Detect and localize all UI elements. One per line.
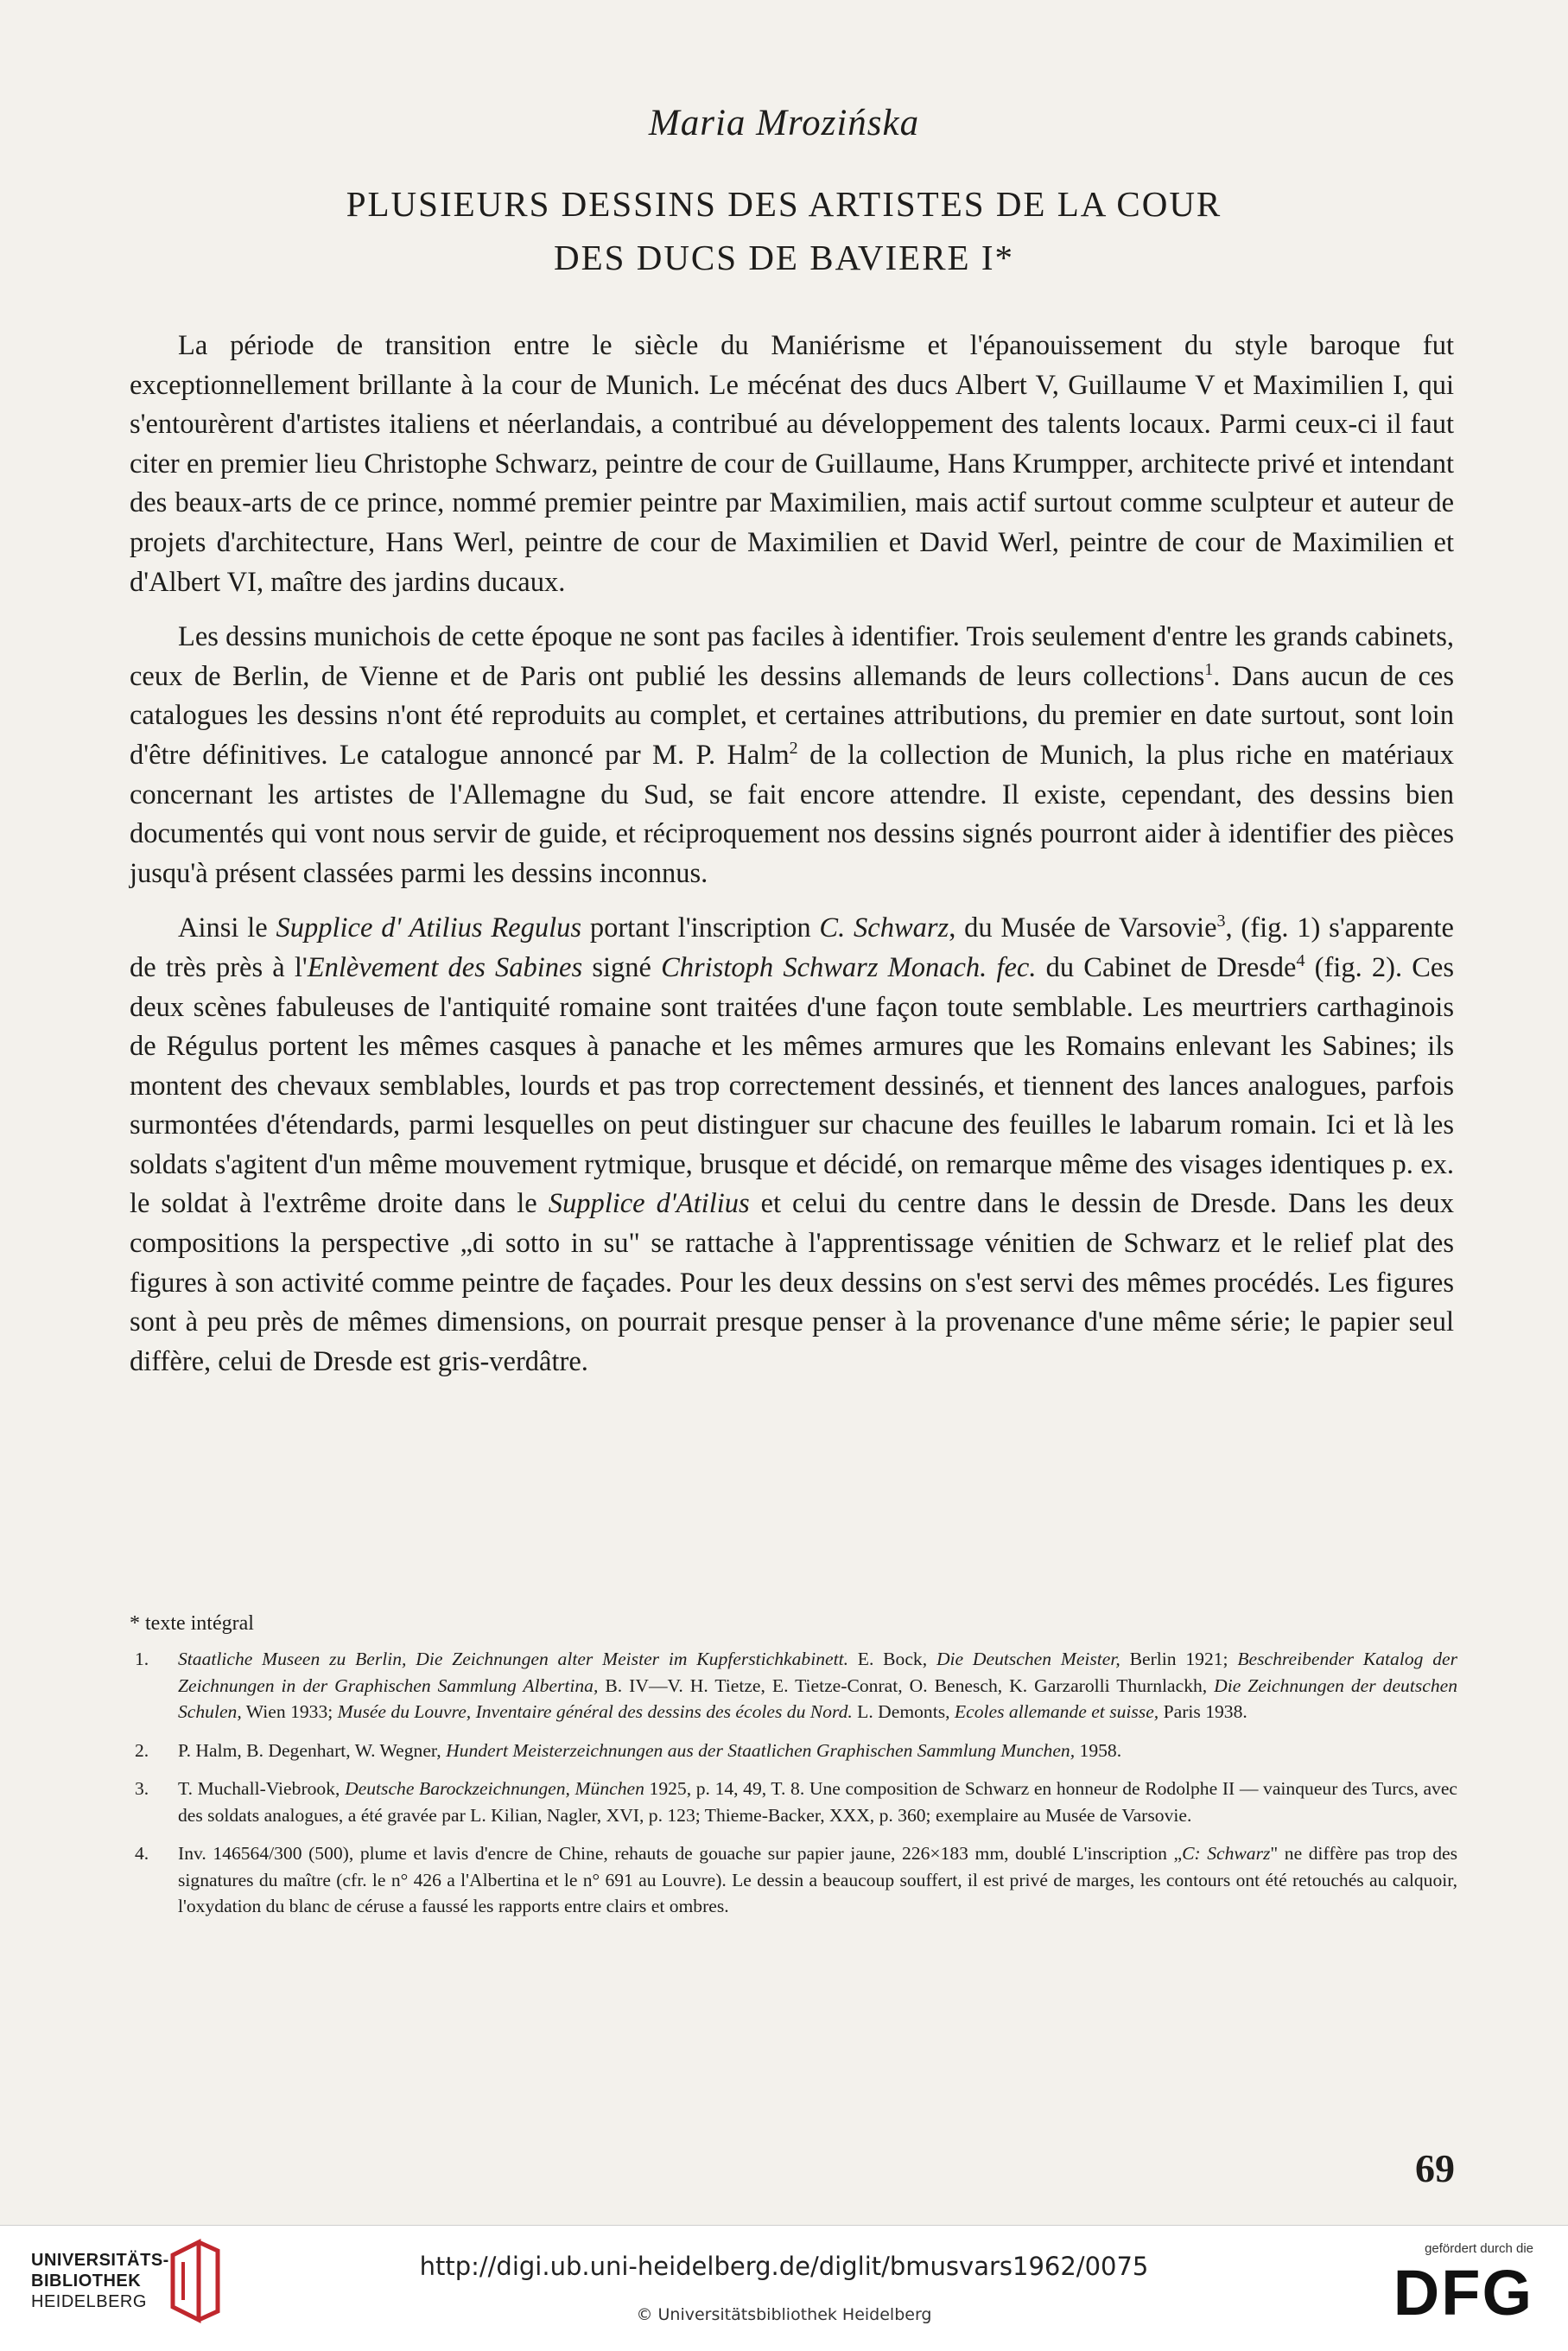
paragraph-2-text-a: Les dessins munichois de cette époque ne sont pas faciles à identifier. Trois seulement d'entre les grands cabinets, ceux de Berlin, de Vienne et de Paris ont publié les dessins allemands de leurs collections xyxy=(130,621,1454,692)
paragraph-2-text-b: . Dans aucun de ces catalogues les dessins n'ont été reproduits au complet, et certaines attributions, du premier en date surtout, sont loin d'être définitives. Le catalogue annoncé par M. P. Halm xyxy=(130,660,1454,771)
artwork-title-2: Enlèvement des Sabines xyxy=(307,951,583,983)
paragraph-2 xyxy=(130,618,1454,893)
footnote-ref-4: 4 xyxy=(1296,951,1305,971)
footnote-2 xyxy=(130,1738,1457,1764)
library-name-line-2: BIBLIOTHEK xyxy=(31,2272,142,2291)
paragraph-3-text-e: signé xyxy=(582,951,662,983)
digitization-footer xyxy=(0,2225,1568,2351)
paragraph-3-text-c: , du Musée de Varsovie xyxy=(949,912,1217,944)
title-line-1: PLUSIEURS DESSINS DES ARTISTES DE LA COUR xyxy=(346,184,1222,224)
funding-note: gefördert durch die xyxy=(1425,2241,1533,2256)
footnote-3-text-2: 1925, p. 14, 49, T. 8. Une composition de Schwarz en honneur de Rodolphe II — vainqueur des Turcs, avec des soldats analogues, a été gravée par L. Kilian, Nagler, XVI, p. 123; Thieme-Backer, XXX, p. 360; exemplaire au Musée de Varsovie. xyxy=(178,1778,1458,1826)
footnote-2-italic-1: Hundert Meisterzeichnungen aus der Staatlichen Graphischen Sammlung Munchen, xyxy=(446,1739,1076,1761)
footnote-ref-3: 3 xyxy=(1216,912,1226,931)
footnote-1-italic-3: Beschreibender Katalog der Zeichnungen in der Graphischen Sammlung Albertina, xyxy=(178,1649,1458,1696)
title-line-2: DES DUCS DE BAVIERE I* xyxy=(554,238,1014,277)
footnote-4-text-2: " ne diffère pas trop des signatures du maître (cfr. le n° 426 a l'Albertina et le n° 691 au Louvre). Le dessin a beaucoup souffert, il est privé de marges, les contours ont été retouchés au calquoir, l'oxydation du blanc de céruse a faussé les rapports entre clairs et ombres. xyxy=(178,1843,1457,1916)
paragraph-3-text-g: (fig. 2). Ces deux scènes fabuleuses de l'antiquité romaine sont traitées d'une façon toute semblable. Les meurtriers carthaginois de Régulus portent les mêmes casques à panache et les mêmes armures que les Romains enlevant les Sabines; ils montent des chevaux semblables, lourds et pas trop correctement dessinés, et tiennent des lances analogues, parfois surmontées d'étendards, parmi lesquelles on peut distinguer sur chacune des feuilles le labarum romain. Ici et là les soldats s'agitent d'un même mouvement rytmique, brusque et décidé, on remarque même des visages identiques p. ex. le soldat à l'extrême droite dans le xyxy=(130,951,1454,1220)
footnote-4-italic-1: C: Schwarz xyxy=(1182,1843,1271,1864)
article-body xyxy=(130,327,1454,1397)
paragraph-3-text-a: Ainsi le xyxy=(178,912,276,944)
page-number: 69 xyxy=(1415,2146,1455,2190)
footnote-1-text-3: B. IV—V. H. Tietze, E. Tietze-Conrat, O. Benesch, K. Garzarolli Thurnlackh, xyxy=(598,1674,1215,1696)
paragraph-3-text-b: portant l'inscription xyxy=(581,912,820,944)
author-name: Maria Mrozińska xyxy=(648,103,920,143)
footnote-1-text-5: L. Demonts, xyxy=(852,1701,955,1722)
paragraph-2-text-c: de la collection de Munich, la plus riche en matériaux concernant les artistes de l'Allemagne du Sud, se fait encore attendre. Il existe, cependant, des dessins bien documentés qui vont nous servir de guide, et réciproquement nos dessins signés pourront aider à identifier des pièces jusqu'à présent classées parmi les dessins inconnus. xyxy=(130,739,1454,889)
footnote-4 xyxy=(130,1840,1457,1920)
paragraph-3 xyxy=(130,909,1454,1382)
footnote-number: 2. xyxy=(135,1739,149,1761)
paragraph-3-text-f: du Cabinet de Dresde xyxy=(1036,951,1297,983)
footnote-star: * texte intégral xyxy=(130,1612,254,1635)
footnote-3 xyxy=(130,1776,1457,1828)
footnotes xyxy=(130,1646,1457,1932)
paragraph-3-text-d: , (fig. 1) s'apparente de très près à l' xyxy=(130,912,1454,983)
footnote-1-text-6: Paris 1938. xyxy=(1159,1701,1247,1722)
footnote-3-italic-1: Deutsche Barockzeichnungen, München xyxy=(345,1778,644,1799)
article-title xyxy=(0,177,1568,284)
copyright-notice: © Universitätsbibliothek Heidelberg xyxy=(636,2305,932,2324)
signature-text: Christoph Schwarz Monach. fec. xyxy=(661,951,1037,983)
footnote-1-italic-5: Musée du Louvre, Inventaire général des dessins des écoles du Nord. xyxy=(337,1701,853,1722)
footnote-2-text-2: 1958. xyxy=(1075,1739,1122,1761)
footnote-3-text-1: T. Muchall-Viebrook, xyxy=(178,1778,346,1799)
footnote-1-italic-1: Staatliche Museen zu Berlin, Die Zeichnungen alter Meister im Kupferstichkabinett. xyxy=(178,1649,848,1669)
footnote-1-italic-4: Die Zeichnungen der deutschen Schulen, xyxy=(178,1674,1457,1722)
footnote-1-text-4: Wien 1933; xyxy=(241,1701,338,1722)
footnote-ref-1: 1 xyxy=(1204,659,1214,679)
paragraph-3-text-h: et celui du centre dans le dessin de Dresde. Dans les deux compositions la perspective „di sotto in su" se rattache à l'apprentissage vénitien de Schwarz et le relief plat des figures à son activité comme peintre de façades. Pour les deux dessins on s'est servi des mêmes procédés. Les figures sont à peu près de mêmes dimensions, on pourrait presque penser à la provenance d'une même série; le papier seul diffère, celui de Dresde est gris-verdâtre. xyxy=(130,1188,1454,1377)
footnote-number: 3. xyxy=(135,1778,149,1799)
footnote-number: 4. xyxy=(135,1843,149,1864)
artwork-title-3: Supplice d'Atilius xyxy=(548,1188,750,1220)
library-name-line-1: UNIVERSITÄTS- xyxy=(31,2251,169,2270)
footnote-1 xyxy=(130,1646,1457,1725)
footnote-ref-2: 2 xyxy=(789,739,798,759)
footnote-1-italic-6: Ecoles allemande et suisse, xyxy=(954,1701,1159,1722)
footnote-1-text-1: E. Bock, xyxy=(847,1649,936,1669)
dfg-logo: DFG xyxy=(1393,2257,1533,2329)
footnote-1-text-2: Berlin 1921; xyxy=(1120,1649,1238,1669)
footnote-4-text-1: Inv. 146564/300 (500), plume et lavis d'encre de Chine, rehauts de gouache sur papier jaune, 226×183 mm, doublé L'inscription „ xyxy=(178,1843,1183,1864)
paragraph-1: La période de transition entre le siècle du Maniérisme et l'épanouissement du style baroque fut exceptionnellement brillante à la cour de Munich. Le mécénat des ducs Albert V, Guillaume V et Maximilien I, qui s'entourèrent d'artistes italiens et néerlandais, a contribué au développement des talents locaux. Parmi ceux-ci il faut citer en premier lieu Christophe Schwarz, peintre de cour de Guillaume, Hans Krumpper, architecte privé et intendant des beaux-arts de ce prince, nommé premier peintre par Maximilien, mais actif surtout comme sculpteur et auteur de projets d'architecture, Hans Werl, peintre de cour de Maximilien et David Werl, peintre de cour de Maximilien et d'Albert VI, maître des jardins ducaux. xyxy=(130,330,1454,598)
footnote-1-italic-2: Die Deutschen Meister, xyxy=(936,1649,1120,1669)
library-name-line-3: HEIDELBERG xyxy=(31,2292,147,2311)
inscription-1: C. Schwarz xyxy=(819,912,949,944)
source-url-link[interactable]: http://digi.ub.uni-heidelberg.de/diglit/bmusvars1962/0075 xyxy=(419,2252,1149,2281)
footnote-number: 1. xyxy=(135,1649,149,1669)
footnote-2-text-1: P. Halm, B. Degenhart, W. Wegner, xyxy=(178,1739,447,1761)
artwork-title-1: Supplice d' Atilius Regulus xyxy=(276,912,582,944)
